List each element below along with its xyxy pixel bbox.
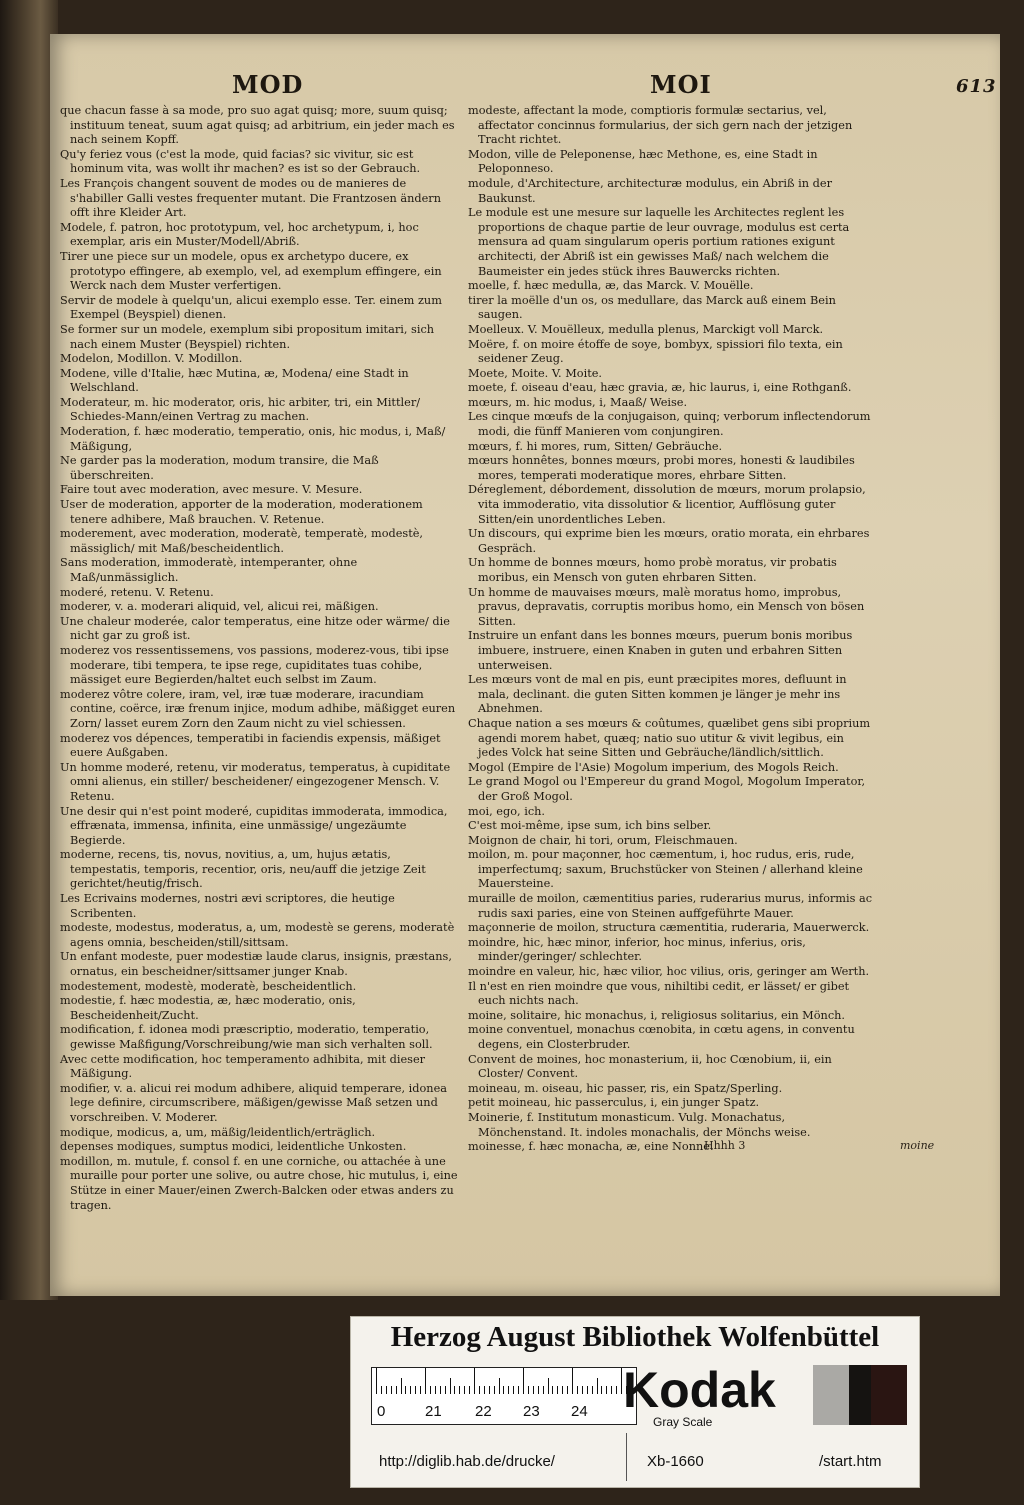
dictionary-entry: moderez vos ressentissemens, vos passions, moderez-vous, tibi ipse moderare, tibi tempera, te ipse rege, cupiditates tuas cohibe, mässiget eure Begierden/haltet euch selbst im Zaum. [60,643,449,687]
ruler-number: 0 [377,1403,386,1420]
dictionary-entry: Modene, ville d'Italie, hæc Mutina, æ, Modena/ eine Stadt in Welschland. [60,366,409,395]
dictionary-entry: moderer, v. a. moderari aliquid, vel, alicui rei, mäßigen. [60,600,379,614]
dictionary-entry: moderé, retenu. V. Retenu. [60,585,214,599]
dictionary-entry: Moete, Moite. V. Moite. [468,366,603,380]
dictionary-entry: modifier, v. a. alicui rei modum adhibere, aliquid temperare, idonea lege definire, circumscribere, mäßigen/gewisse Maß setzen und vorschreiben. V. Moderer. [60,1081,447,1124]
dictionary-entry: Une desir qui n'est point moderé, cupiditas immoderata, immodica, effrænata, immensa, infinita, eine unmässige/ ungezäumte Begierde. [60,804,448,847]
dictionary-entry: Sans moderation, immoderatè, intemperanter, ohne Maß/unmässiglich. [60,556,358,584]
ruler-tick [523,1368,524,1394]
dictionary-entry: moindre, hic, hæc minor, inferior, hoc minus, inferius, oris, minder/geringer/ schlechter. [468,935,806,964]
ruler-tick [435,1386,436,1394]
gray-swatch-black [849,1365,871,1425]
dictionary-entry: modestement, modestè, moderatè, bescheidentlich. [60,979,357,993]
ruler-tick [533,1386,534,1394]
shelfmark: Xb-1660 [647,1453,704,1470]
ruler-tick [415,1386,416,1394]
dictionary-entry: moderez vos dépences, temperatibi in faciendis expensis, mäßiget euere Außgaben. [60,731,441,760]
ruler-tick [577,1386,578,1394]
dictionary-entry: C'est moi-même, ipse sum, ich bins selber. [468,819,712,833]
ruler-tick [396,1386,397,1394]
ruler-tick [469,1386,470,1394]
ruler-tick [562,1386,563,1394]
library-title: Herzog August Bibliothek Wolfenbüttel [390,1321,880,1353]
kodak-logo: Kodak [623,1362,776,1418]
dictionary-entry: Moderateur, m. hic moderator, oris, hic arbiter, tri, ein Mittler/ Schiedes-Mann/einen Vertrag zu machen. [60,395,421,424]
ruler-tick [572,1368,573,1394]
dictionary-entry: moelle, f. hæc medulla, æ, das Marck. V. Mouëlle. [468,279,754,293]
dictionary-entry: Une chaleur moderée, calor temperatus, eine hitze oder wärme/ die nicht gar zu groß ist. [60,614,450,643]
ruler-tick [508,1386,509,1394]
dictionary-entry: modeste, modestus, moderatus, a, um, modestè se gerens, moderatè agens omnia, bescheiden/still/sittsam. [60,921,455,949]
dictionary-entry: Déreglement, débordement, dissolution de mœurs, morum prolapsio, vita immoderatio, vita dissolutior & licentior, Aufflösung guter Sitten/ein unordentliches Leben. [468,483,866,526]
dictionary-entry: Modelon, Modillon. V. Modillon. [60,352,243,366]
ruler-tick [557,1386,558,1394]
ruler-tick [499,1378,500,1394]
dictionary-entry: Les cinque mœufs de la conjugaison, quinq; verborum inflectendorum modi, die fünff Manieren vom conjungiren. [468,410,871,439]
ruler-tick [479,1386,480,1394]
ruler-tick [597,1378,598,1394]
dictionary-entry: Chaque nation a ses mœurs & coûtumes, quælibet gens sibi proprium agendi morem habet, quæq; natio suo utitur & vivit legibus, ein jedes Volck hat seine Sitten und Gebräuche/ländlich/sittlich. [468,716,871,760]
ruler-tick [459,1386,460,1394]
ruler-tick [440,1386,441,1394]
dictionary-entry: modestie, f. hæc modestia, æ, hæc moderatio, onis, Bescheidenheit/Zucht. [60,994,356,1022]
ruler-tick [528,1386,529,1394]
dictionary-entry: Servir de modele à quelqu'un, alicui exemplo esse. Ter. einem zum Exempel (Beyspiel) dienen. [60,293,442,322]
dictionary-entry: moineau, m. oiseau, hic passer, ris, ein Spatz/Sperling. [468,1081,783,1095]
dictionary-entry: depenses modiques, sumptus modici, leidentliche Unkosten. [60,1140,407,1154]
dictionary-entry: Les Ecrivains modernes, nostri ævi scriptores, die heutige Scribenten. [60,892,395,920]
dictionary-entry: Moignon de chair, hi tori, orum, Fleischmauen. [468,833,738,847]
ruler-tick [587,1386,588,1394]
ruler-tick [606,1386,607,1394]
ruler-tick [401,1378,402,1394]
ruler-tick [430,1386,431,1394]
dictionary-entry: Les François changent souvent de modes ou de manieres de s'habiller Galli vestes frequenter mutant. Die Frantzosen ändern offt ihre Kleider Art. [60,176,441,220]
gray-swatch-light [813,1365,849,1425]
ruler-tick [538,1386,539,1394]
dictionary-entry: tirer la moëlle d'un os, os medullare, das Marck auß einem Bein saugen. [468,293,836,322]
dictionary-entry: Moëre, f. on moire étoffe de soye, bombyx, spissiori filo texta, ein seidener Zeug. [468,337,843,366]
dictionary-entry: module, d'Architecture, architecturæ modulus, ein Abriß in der Baukunst. [468,176,832,205]
ruler-numbers [371,1397,635,1421]
dictionary-entry: Moelleux. V. Mouëlleux, medulla plenus, Marckigt voll Marck. [468,322,824,336]
ruler-tick [552,1386,553,1394]
dictionary-entry: Un homme moderé, retenu, vir moderatus, temperatus, à cupiditate omni alienus, ein stiller/ bescheidener/ eingezogener Mensch. V. Retenu. [60,760,451,803]
dictionary-entry: Modele, f. patron, hoc prototypum, vel, hoc archetypum, i, hoc exemplar, aris ein Muster/Modell/Abriß. [60,220,419,249]
dictionary-entry: moi, ego, ich. [468,804,546,818]
ruler-tick [420,1386,421,1394]
ruler-tick [386,1386,387,1394]
dictionary-entry: Avec cette modification, hoc temperamento adhibita, mit dieser Mäßigung. [60,1052,426,1081]
dictionary-entry: Un homme de mauvaises mœurs, malè moratus homo, improbus, pravus, depravatis, corruptis moribus homo, ein Mensch von bösen Sitten. [468,585,865,628]
dictionary-entry: Un homme de bonnes mœurs, homo probè moratus, vir probatis moribus, ein Mensch von guten ehrbaren Sitten. [468,556,837,584]
dictionary-entry: modeste, affectant la mode, comptioris formulæ sectarius, vel, affectator concinnus formularius, der sich gern nach der jetzigen Tracht richtet. [468,104,853,147]
dictionary-entry: moete, f. oiseau d'eau, hæc gravia, æ, hic laurus, i, eine Rothganß. [468,381,852,395]
ruler-tick [543,1386,544,1394]
page-number: 613 [956,76,997,97]
ruler-tick [601,1386,602,1394]
ruler-tick [381,1386,382,1394]
dictionary-entry: que chacun fasse à sa mode, pro suo agat quisq; more, suum quisq; instituum teneat, suum agat quisq; ad arbitrium, ein jeder mach es nach seinem Kopff. [60,104,455,147]
running-head-right: MOI [650,70,712,99]
ruler-tick [445,1386,446,1394]
dictionary-entry: moindre en valeur, hic, hæc vilior, hoc vilius, oris, geringer am Werth. [468,965,870,979]
ruler-number: 23 [523,1403,540,1420]
signature-mark: Hhhh 3 [704,1139,746,1152]
dictionary-entry: moderne, recens, tis, novus, novitius, a, um, hujus ætatis, tempestatis, temporis, recentior, oris, neu/auff die jetzige Zeit gerichtet/heutig/frisch. [60,848,426,891]
dictionary-entry: Un discours, qui exprime bien les mœurs, oratio morata, ein ehrbares Gespräch. [468,527,870,555]
dictionary-entry: moderement, avec moderation, moderatè, temperatè, modestè, mässiglich/ mit Maß/bescheidentlich. [60,527,424,555]
ruler-tick [513,1386,514,1394]
dictionary-entry: Se former sur un modele, exemplum sibi propositum imitari, sich nach einem Muster (Beyspiel) richten. [60,322,435,351]
dictionary-entry: Ne garder pas la moderation, modum transire, die Maß überschreiten. [60,454,379,482]
ruler-tick [450,1378,451,1394]
dictionary-entry: Convent de moines, hoc monasterium, ii, hoc Cœnobium, ii, ein Closter/ Convent. [468,1052,832,1081]
dictionary-entry: Moinerie, f. Institutum monasticum. Vulg. Monachatus, Mönchenstand. It. indoles monachalis, der Mönchs weise. [468,1110,811,1139]
ruler-tick [548,1378,549,1394]
ruler-tick [464,1386,465,1394]
ruler-tick [410,1386,411,1394]
dictionary-entry: Faire tout avec moderation, avec mesure. V. Mesure. [60,483,363,497]
ruler-tick [582,1386,583,1394]
dictionary-entry: Modon, ville de Peleponense, hæc Methone, es, eine Stadt in Peloponneso. [468,147,818,176]
ruler-tick [494,1386,495,1394]
dictionary-entry: Les mœurs vont de mal en pis, eunt præcipites mores, defluunt in mala, declinant. die guten Sitten kommen je länger je mehr ins Abnehmen. [468,673,847,716]
ruler-tick [592,1386,593,1394]
ruler-tick [621,1368,622,1394]
ruler-tick [616,1386,617,1394]
url-right: /start.htm [819,1453,882,1470]
ruler-tick [405,1386,406,1394]
dictionary-entry: moine conventuel, monachus cœnobita, in cœtu agens, in conventu degens, ein Closterbruder. [468,1023,855,1051]
ruler-tick [489,1386,490,1394]
dictionary-entry: Le module est une mesure sur laquelle les Architectes reglent les proportions de chaque partie de leur ouvrage, modulus est certa mensura ad quam singularum operis portium rationes exigunt architecti, der Abriß ist ein gewisses Maß/ nach welchem die Baumeister ein jedes stück ihres Bauwercks richten. [468,206,850,278]
dictionary-entry: Moderation, f. hæc moderatio, temperatio, onis, hic modus, i, Maß/ Mäßigung, [60,425,446,453]
ruler-tick [484,1386,485,1394]
dictionary-entry: maçonnerie de moilon, structura cæmentitia, ruderaria, Mauerwerck. [468,921,870,935]
dictionary-entry: moilon, m. pour maçonner, hoc cæmentum, i, hoc rudus, eris, rude, imperfectumq; saxum, Bruchstücker von Steinen / allerhand kleine Mauersteine. [468,848,863,891]
ruler-number: 21 [425,1403,442,1420]
dictionary-entry: Le grand Mogol ou l'Empereur du grand Mogol, Mogolum Imperator, der Groß Mogol. [468,775,866,803]
dictionary-entry: Mogol (Empire de l'Asie) Mogolum imperium, des Mogols Reich. [468,760,839,774]
scan-target-card [350,1316,920,1488]
ruler-tick [391,1386,392,1394]
gray-scale-label: Gray Scale [653,1415,713,1429]
dictionary-entry: modillon, m. mutule, f. consol f. en une corniche, ou attachée à une muraille pour porter une solive, ou autre chose, hic mutulus, i, eine Stütze in einer Mauer/einen Zwerch-Balcken oder etwas anders zu tragen. [60,1154,458,1212]
ruler-tick [454,1386,455,1394]
dictionary-entry: moinesse, f. hæc monacha, æ, eine Nonne. [468,1140,714,1154]
dictionary-column-right [468,104,874,1155]
dictionary-entry: mœurs, m. hic modus, i, Maaß/ Weise. [468,395,688,409]
catchword: moine [900,1139,935,1152]
dictionary-entry: moderez vôtre colere, iram, vel, iræ tuæ moderare, iracundiam contine, coërce, iræ frenum injice, modum adhibe, mäßigget euren Zorn/ lasset eurem Zorn den Zaum nicht zu viel schiessen. [60,687,456,730]
gray-swatch-dark [871,1365,907,1425]
dictionary-entry: Tirer une piece sur un modele, opus ex archetypo ducere, ex prototypo effingere, ab exemplo, vel, ad exemplum effingere, ein Werck nach dem Muster verfertigen. [60,249,442,293]
dictionary-entry: modification, f. idonea modi præscriptio, moderatio, temperatio, gewisse Maßfigung/Vorschreibung/wie man sich verhalten soll. [60,1023,433,1051]
ruler-tick [376,1368,377,1394]
dictionary-entry: moine, solitaire, hic monachus, i, religiosus solitarius, ein Mönch. [468,1008,846,1022]
dictionary-entry: mœurs honnêtes, bonnes mœurs, probi mores, honesti & laudibiles mores, temperati moderatique mores, ehrbare Sitten. [468,454,855,482]
dictionary-column-left [60,104,460,1213]
dictionary-entry: Il n'est en rien moindre que vous, nihiltibi cedit, er lässet/ er gibet euch nichts nach. [468,979,850,1008]
ruler-tick [474,1368,475,1394]
ruler-tick [567,1386,568,1394]
url-left: http://diglib.hab.de/drucke/ [379,1453,555,1470]
dictionary-entry: Qu'y feriez vous (c'est la mode, quid facias? sic vivitur, sic est hominum vita, was wollt ihr machen? es ist so der Gebrauch. [60,147,421,176]
dictionary-entry: modique, modicus, a, um, mäßig/leidentlich/erträglich. [60,1125,376,1139]
dictionary-entry: Instruire un enfant dans les bonnes mœurs, puerum bonis moribus imbuere, instruere, einen Knaben in guten und erbahren Sitten unterweisen. [468,629,853,672]
ruler-tick [518,1386,519,1394]
dictionary-entry: Un enfant modeste, puer modestiæ laude clarus, insignis, præstans, ornatus, ein bescheidner/sittsamer junger Knab. [60,950,452,979]
ruler-number: 24 [571,1403,588,1420]
dictionary-entry: User de moderation, apporter de la moderation, moderationem tenere adhibere, Maß brauchen. V. Retenue. [60,498,423,526]
ruler-tick [611,1386,612,1394]
card-footer [351,1439,919,1479]
dictionary-entry: muraille de moilon, cæmentitius paries, ruderarius murus, informis ac rudis saxi paries, eine von Steinen auffgeführte Mauer. [468,892,873,920]
ruler-tick [503,1386,504,1394]
dictionary-entry: petit moineau, hic passerculus, i, ein junger Spatz. [468,1096,760,1110]
dictionary-entry: mœurs, f. hi mores, rum, Sitten/ Gebräuche. [468,439,723,453]
ruler-tick [425,1368,426,1394]
running-head-left: MOD [232,70,304,99]
ruler-number: 22 [475,1403,492,1420]
